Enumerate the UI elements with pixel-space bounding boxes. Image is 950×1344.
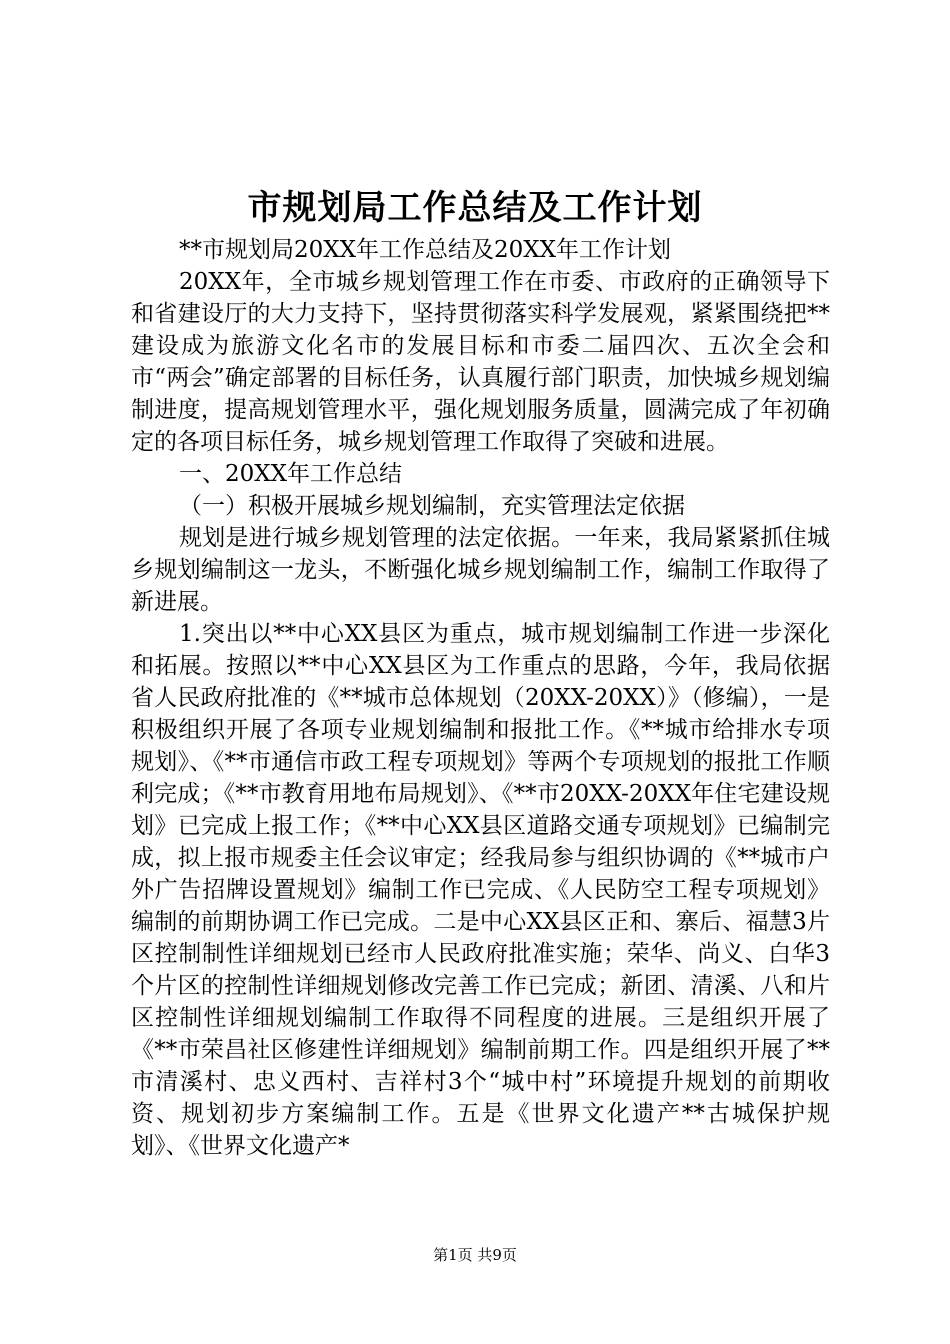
body-paragraph: 1.突出以**中心XX县区为重点，城市规划编制工作进一步深化和拓展。按照以**中心XX县区为工作重点的思路，今年，我局依据省人民政府批准的《**城市总体规划（20XX-20XX）》（修编），一是积极组织开展了各项专业规划编制和报批工作。《**城市给排水专项规划》、《**市通信市政工程专项规划》等两个专项规划的报批工作顺利完成；《**市教育用地布局规划》、《**市20XX-20XX年住宅建设规划》已完成上报工作；《**中心XX县区道路交通专项规划》已编制完成，拟上报市规委主任会议审定；经我局参与组织协调的《**城市户外广告招牌设置规划》编制工作已完成、《人民防空工程专项规划》编制的前期协调工作已完成。二是中心XX县区正和、寨后、福慧3片区控制制性详细规划已经市人民政府批准实施；荣华、尚义、白华3个片区的控制性详细规划修改完善工作已完成；新团、清溪、八和片区控制性详细规划编制工作取得不同程度的进展。三是组织开展了《**市荣昌社区修建性详细规划》编制前期工作。四是组织开展了**市清溪村、忠义西村、吉祥村3个“城中村”环境提升规划的前期收资、规划初步方案编制工作。五是《世界文化遗产**古城保护规划》、《世界文化遗产* bbox=[131, 621, 830, 1159]
subsection-heading: （一）积极开展城乡规划编制，充实管理法定依据 bbox=[179, 493, 685, 519]
intro-paragraph: 20XX年，全市城乡规划管理工作在市委、市政府的正确领导下和省建设厅的大力支持下，坚持贯彻落实科学发展观，紧紧围绕把**建设成为旅游文化名市的发展目标和市委二届四次、五次全会和市“两会”确定部署的目标任务，认真履行部门职责，加快城乡规划编制进度，提高规划管理水平，强化规划服务质量，圆满完成了年初确定的各项目标任务，城乡规划管理工作取得了突破和进展。 bbox=[131, 269, 830, 455]
body-paragraph: 规划是进行城乡规划管理的法定依据。一年来，我局紧紧抓住城乡规划编制这一龙头，不断强化城乡规划编制工作，编制工作取得了新进展。 bbox=[131, 525, 830, 615]
document-body bbox=[131, 234, 830, 1162]
section-heading: 一、20XX年工作总结 bbox=[179, 461, 403, 487]
document-title: 市规划局工作总结及工作计划 bbox=[247, 188, 703, 228]
page-footer: 第1页 共9页 bbox=[433, 1246, 517, 1264]
subtitle-paragraph: **市规划局20XX年工作总结及20XX年工作计划 bbox=[179, 237, 672, 263]
